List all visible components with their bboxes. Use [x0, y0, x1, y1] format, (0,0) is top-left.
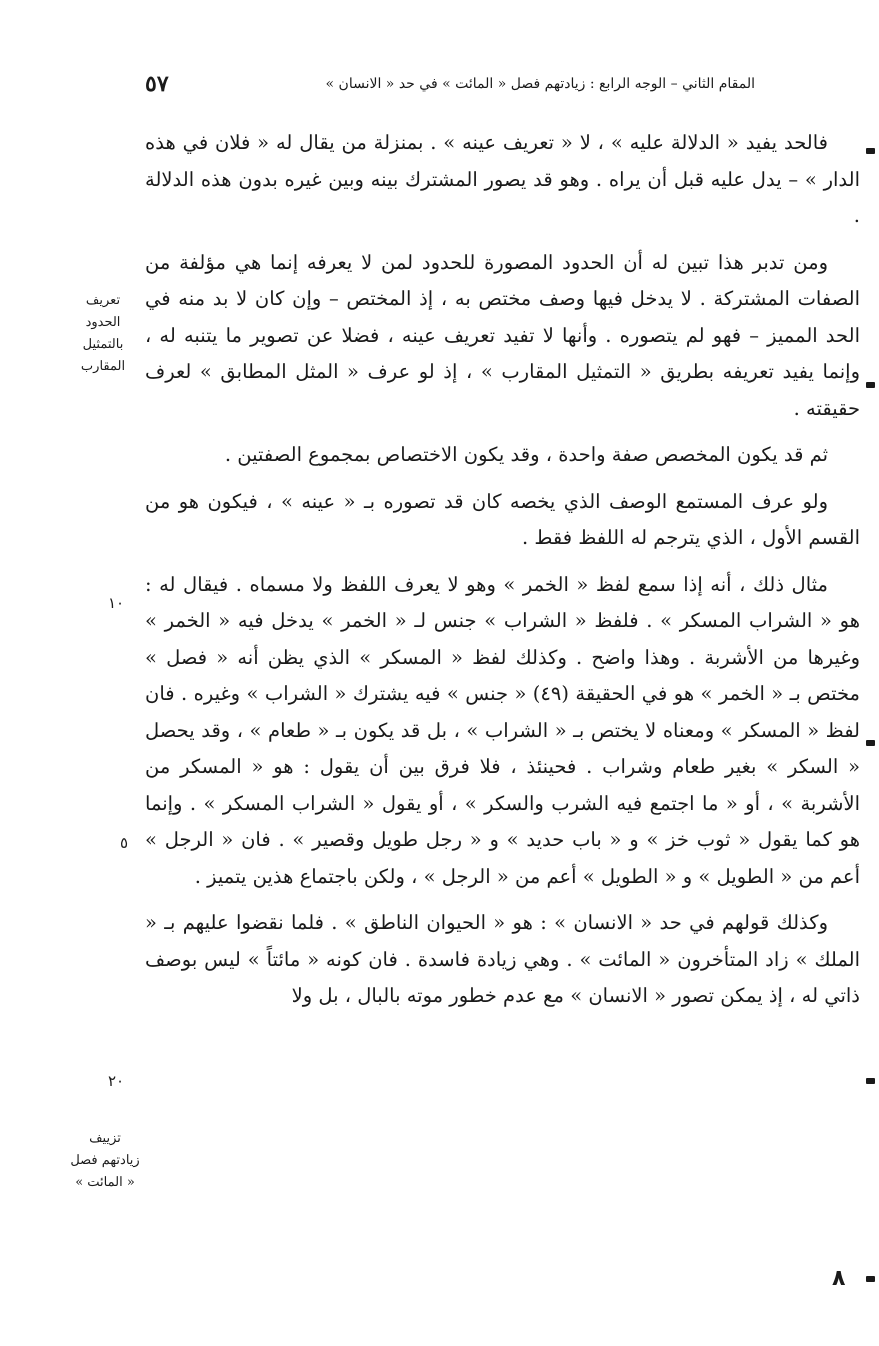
margin-note: تعريف الحدود بالتمثيل المقارب — [80, 293, 126, 374]
running-title: المقام الثاني – الوجه الرابع : زيادتهم فصل « المائت » في حد « الانسان » — [325, 76, 755, 92]
page-number: ٥٧ — [145, 71, 169, 97]
line-number: ٥ — [120, 834, 129, 852]
scan-edge-mark — [866, 148, 875, 154]
paragraph: ولو عرف المستمع الوصف الذي يخصه كان قد تصوره بـ « عينه » ، فيكون هو من القسم الأول ، الذي يترجم له اللفظ فقط . — [145, 489, 860, 549]
scan-edge-mark — [866, 382, 875, 388]
scan-edge-mark — [866, 740, 875, 746]
paragraph: مثال ذلك ، أنه إذا سمع لفظ « الخمر » وهو لا يعرف اللفظ ولا مسماه . فيقال له : هو « الشراب المسكر » . فلفظ « الشراب » جنس لـ « الخمر » يدخل فيه « الخمر » وغيرها من الأشربة . وهذا واضح . وكذلك لفظ « المسكر » الذي يظن أنه « فصل » مختص بـ « الخمر » هو في الحقيقة (٤٩) « جنس » فيه يشترك « الشراب » وغيره . فان لفظ « المسكر » ومعناه لا يختص بـ « الشراب » ، بل قد يكون بـ « طعام » ، وقد يحصل « السكر » بغير طعام وشراب . فحينئذ ، فلا فرق بين أن يقول : هو « المسكر من الأشربة » ، أو « ما اجتمع فيه الشرب والسكر » ، أو يقول « الشراب المسكر » . وإنما هو كما يقول « ثوب خز » و « باب حديد » و « رجل طويل وقصير » . فان « الرجل » أعم من « الطويل » و « الطويل » أعم من « الرجل » ، ولكن باجتماع هذين يتميز . — [145, 572, 860, 888]
paragraph: ومن تدبر هذا تبين له أن الحدود المصورة للحدود لمن لا يعرفه إنما هي مؤلفة من الصفات المشتركة . لا يدخل فيها وصف مختص به ، إذ المختص – وإن كان لا بد منه في الحد المميز – فهو لم يتصوره . وأنها لا تفيد تعريف عينه ، فضلا عن تصوير ما يتنبه له ، وإنما يفيد تعريفه بطريق « التمثيل المقارب » ، إذ لو عرف « المثل المطابق » لعرف حقيقته . — [145, 250, 860, 420]
margin-note: تزييف زيادتهم فصل « المائت » — [70, 1131, 140, 1190]
line-number: ١٠ — [108, 594, 125, 612]
line-number: ٢٠ — [108, 1072, 125, 1090]
paragraph: فالحد يفيد « الدلالة عليه » ، لا « تعريف عينه » . بمنزلة من يقال له « فلان في هذه الدار » – يدل عليه قبل أن يراه . وهو قد يصور المشترك بينه وبين غيره بدون هذه الدلالة . — [145, 131, 860, 227]
running-head — [145, 68, 755, 100]
main-text — [145, 125, 860, 1025]
signature-mark: ٨ — [832, 1266, 846, 1291]
paragraph: وكذلك قولهم في حد « الانسان » : هو « الحيوان الناطق » . فلما نقضوا عليهم بـ « الملك » زاد المتأخرون « المائت » . وهي زيادة فاسدة . فان كونه « مائتاً » ليس بوصف ذاتي له ، إذ يمكن تصور « الانسان » مع عدم خطور موته بالبال ، بل ولا — [145, 911, 860, 1007]
scan-edge-mark — [866, 1276, 875, 1282]
scan-edge-mark — [866, 1078, 875, 1084]
paragraph: ثم قد يكون المخصص صفة واحدة ، وقد يكون الاختصاص بمجموع الصفتين . — [224, 443, 828, 466]
